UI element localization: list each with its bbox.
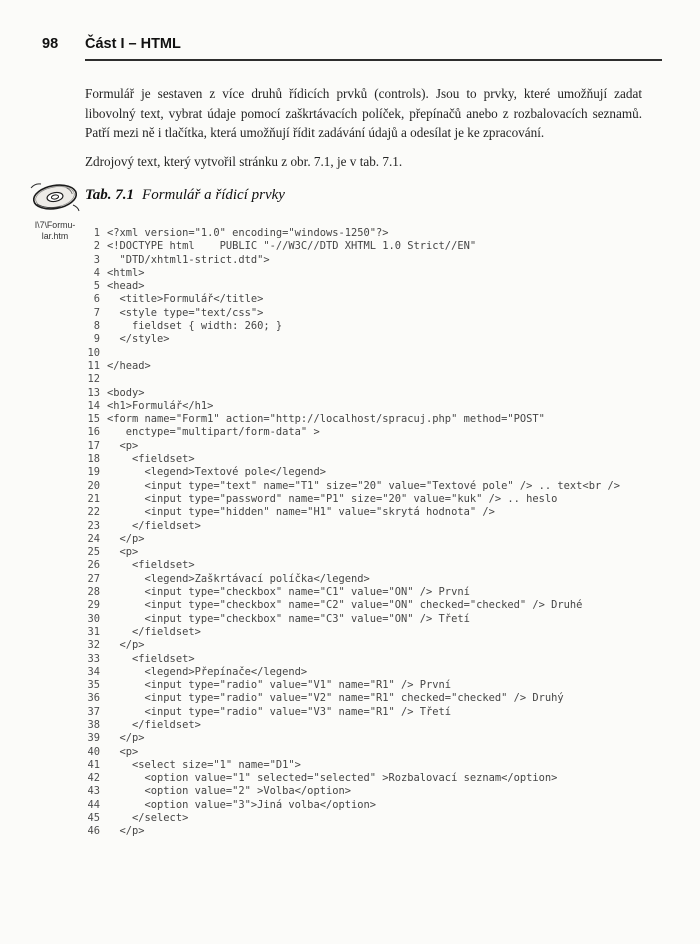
code-line-number: 39 <box>87 732 100 745</box>
code-line <box>63 639 642 652</box>
code-line-text: <option value="1" selected="selected" >Rozbalovací seznam</option> <box>107 772 558 785</box>
code-line-number: 15 <box>87 413 100 426</box>
code-line <box>63 772 642 785</box>
code-line-text: <input type="text" name="T1" size="20" value="Textové pole" /> .. text<br /> <box>107 479 620 492</box>
code-line-number: 45 <box>87 812 100 825</box>
code-line <box>63 240 642 253</box>
code-line-number: 21 <box>87 492 100 505</box>
code-line <box>63 546 642 559</box>
code-line <box>63 267 642 280</box>
code-line-number: 40 <box>87 745 100 758</box>
code-line-text: <html> <box>107 266 145 279</box>
code-line-text: fieldset { width: 260; } <box>107 320 283 333</box>
code-line <box>63 320 642 333</box>
code-line-text: <option value="2" >Volba</option> <box>107 785 351 798</box>
code-line-number: 3 <box>93 253 100 266</box>
code-line-number: 10 <box>87 346 100 359</box>
code-line-number: 23 <box>87 519 100 532</box>
code-line-number: 19 <box>87 466 100 479</box>
code-line-number: 34 <box>87 665 100 678</box>
code-line-number: 5 <box>93 280 100 293</box>
code-line-text: <select size="1" name="D1"> <box>107 758 301 771</box>
code-line <box>63 626 642 639</box>
code-line-text: <input type="radio" value="V1" name="R1" /> První <box>107 679 452 692</box>
code-line <box>63 785 642 798</box>
page-content <box>34 84 642 839</box>
code-line-text: <input type="password" name="P1" size="20" value="kuk" /> .. heslo <box>107 492 558 505</box>
code-line-text: <input type="radio" value="V2" name="R1" checked="checked" /> Druhý <box>107 692 564 705</box>
code-line-number: 43 <box>87 785 100 798</box>
code-line-text: <h1>Formulář</h1> <box>107 399 214 412</box>
code-line-number: 33 <box>87 652 100 665</box>
code-line-number: 44 <box>87 798 100 811</box>
code-line-text: </p> <box>107 732 145 745</box>
code-line <box>63 227 642 240</box>
code-line <box>63 559 642 572</box>
code-line-number: 16 <box>87 426 100 439</box>
code-line-text: enctype="multipart/form-data" > <box>107 426 320 439</box>
source-note-paragraph: Zdrojový text, který vytvořil stránku z obr. 7.1, je v tab. 7.1. <box>85 153 403 169</box>
table-caption <box>85 187 642 204</box>
margin-art <box>27 181 83 242</box>
code-line <box>63 333 642 346</box>
code-line <box>63 599 642 612</box>
code-line <box>63 732 642 745</box>
intro-paragraph: Formulář je sestaven z více druhů řídicích prvků (controls). Jsou to prvky, které umožňují zadat libovolný text, vybrat údaje pomocí zaškrtávacích políček, přepínačů anebo z rozbalovacích seznamů. Patří mezi ně i tlačítka, která umožňují řídit zadávání údajů a odesílat je ke zpracování. <box>85 86 642 140</box>
code-line-text: <input type="hidden" name="H1" value="skrytá hodnota" /> <box>107 506 495 519</box>
code-line-number: 7 <box>93 306 100 319</box>
code-line-text: <input type="checkbox" name="C2" value="ON" checked="checked" /> Druhé <box>107 599 583 612</box>
code-line-text: <head> <box>107 280 145 293</box>
code-line <box>63 347 642 360</box>
code-line <box>63 426 642 439</box>
code-line-number: 25 <box>87 546 100 559</box>
code-line <box>63 719 642 732</box>
code-line-text: <fieldset> <box>107 652 195 665</box>
code-line-text: <legend>Přepínače</legend> <box>107 665 308 678</box>
file-label-line1: I\7\Formu- <box>34 220 76 230</box>
code-line-text: <p> <box>107 546 139 559</box>
code-line-text: <form name="Form1" action="http://localhost/spracuj.php" method="POST" <box>107 413 545 426</box>
code-line <box>63 293 642 306</box>
code-line <box>63 799 642 812</box>
section-title: Část I – HTML <box>85 36 181 52</box>
code-line-text: <p> <box>107 745 139 758</box>
code-line-text: <title>Formulář</title> <box>107 293 264 306</box>
code-line-text: <legend>Zaškrtávací políčka</legend> <box>107 572 370 585</box>
page-number: 98 <box>42 36 59 52</box>
code-line-number: 24 <box>87 532 100 545</box>
code-line-text: </p> <box>107 639 145 652</box>
table-caption-title: Formulář a řídicí prvky <box>142 187 285 203</box>
code-line <box>63 254 642 267</box>
code-line-number: 18 <box>87 453 100 466</box>
code-line <box>63 453 642 466</box>
code-line <box>63 706 642 719</box>
code-line-text: </fieldset> <box>107 519 201 532</box>
code-line <box>63 373 642 386</box>
code-line-number: 31 <box>87 625 100 638</box>
code-line <box>63 586 642 599</box>
code-line-number: 28 <box>87 586 100 599</box>
code-line <box>63 825 642 838</box>
code-line <box>63 533 642 546</box>
code-line <box>63 387 642 400</box>
code-line <box>63 812 642 825</box>
header-rule <box>85 59 662 61</box>
cd-icon <box>28 181 82 213</box>
code-line-text: <style type="text/css"> <box>107 306 264 319</box>
code-line-number: 46 <box>87 825 100 838</box>
code-line <box>63 520 642 533</box>
code-line-text: </fieldset> <box>107 718 201 731</box>
code-line-number: 2 <box>93 240 100 253</box>
code-line <box>63 413 642 426</box>
code-line-text <box>100 373 107 385</box>
code-line-number: 29 <box>87 599 100 612</box>
code-line-number: 30 <box>87 612 100 625</box>
code-line <box>63 360 642 373</box>
code-line-text: <input type="radio" value="V3" name="R1" /> Třetí <box>107 705 452 718</box>
code-line-number: 42 <box>87 772 100 785</box>
code-line-number: 38 <box>87 718 100 731</box>
code-line-number: 12 <box>87 373 100 386</box>
code-line-text: <input type="checkbox" name="C3" value="ON" /> Třetí <box>107 612 470 625</box>
code-line <box>63 653 642 666</box>
code-line-text: </head> <box>107 359 151 372</box>
code-line <box>63 613 642 626</box>
code-line-number: 41 <box>87 758 100 771</box>
code-line-number: 17 <box>87 439 100 452</box>
code-line-number: 6 <box>93 293 100 306</box>
code-line-text: <input type="checkbox" name="C1" value="ON" /> První <box>107 586 470 599</box>
code-listing <box>63 227 642 839</box>
code-line <box>63 746 642 759</box>
code-line-number: 32 <box>87 639 100 652</box>
code-line-number: 27 <box>87 572 100 585</box>
code-line-number: 4 <box>93 266 100 279</box>
code-line-text: <p> <box>107 439 139 452</box>
code-line <box>63 679 642 692</box>
code-line-number: 36 <box>87 692 100 705</box>
code-line <box>63 506 642 519</box>
file-label <box>27 220 83 242</box>
code-line-text: "DTD/xhtml1-strict.dtd"> <box>107 253 270 266</box>
code-line <box>63 666 642 679</box>
code-line-number: 14 <box>87 399 100 412</box>
code-line-text: </style> <box>107 333 170 346</box>
code-line-text: <option value="3">Jiná volba</option> <box>107 798 376 811</box>
code-line-text: <legend>Textové pole</legend> <box>107 466 326 479</box>
code-line-number: 22 <box>87 506 100 519</box>
code-line-number: 20 <box>87 479 100 492</box>
code-line <box>63 759 642 772</box>
code-line-text: </p> <box>107 532 145 545</box>
code-line-text: <?xml version="1.0" encoding="windows-1250"?> <box>107 227 389 239</box>
code-line-number: 11 <box>87 359 100 372</box>
code-line-text: <!DOCTYPE html PUBLIC "-//W3C//DTD XHTML 1.0 Strict//EN" <box>107 240 477 253</box>
code-line <box>63 307 642 320</box>
file-label-line2: lar.htm <box>41 231 69 241</box>
code-line <box>63 280 642 293</box>
code-line-text: <fieldset> <box>107 559 195 572</box>
code-line-text: <body> <box>107 386 145 399</box>
code-line-text: </select> <box>107 812 189 825</box>
code-line-text: </p> <box>107 825 145 838</box>
code-line <box>63 440 642 453</box>
code-line-number: 26 <box>87 559 100 572</box>
code-line <box>63 573 642 586</box>
code-line <box>63 692 642 705</box>
code-line <box>63 480 642 493</box>
code-line-text: <fieldset> <box>107 453 195 466</box>
code-line <box>63 466 642 479</box>
code-line <box>63 493 642 506</box>
code-line-text <box>100 347 107 359</box>
code-line-number: 8 <box>93 320 100 333</box>
table-caption-label: Tab. 7.1 <box>85 187 135 203</box>
code-line-number: 9 <box>93 333 100 346</box>
code-line-number: 1 <box>93 227 100 239</box>
code-line <box>63 400 642 413</box>
code-line-number: 35 <box>87 679 100 692</box>
code-line-number: 37 <box>87 705 100 718</box>
page-header <box>42 36 662 52</box>
code-line-number: 13 <box>87 386 100 399</box>
code-line-text: </fieldset> <box>107 625 201 638</box>
